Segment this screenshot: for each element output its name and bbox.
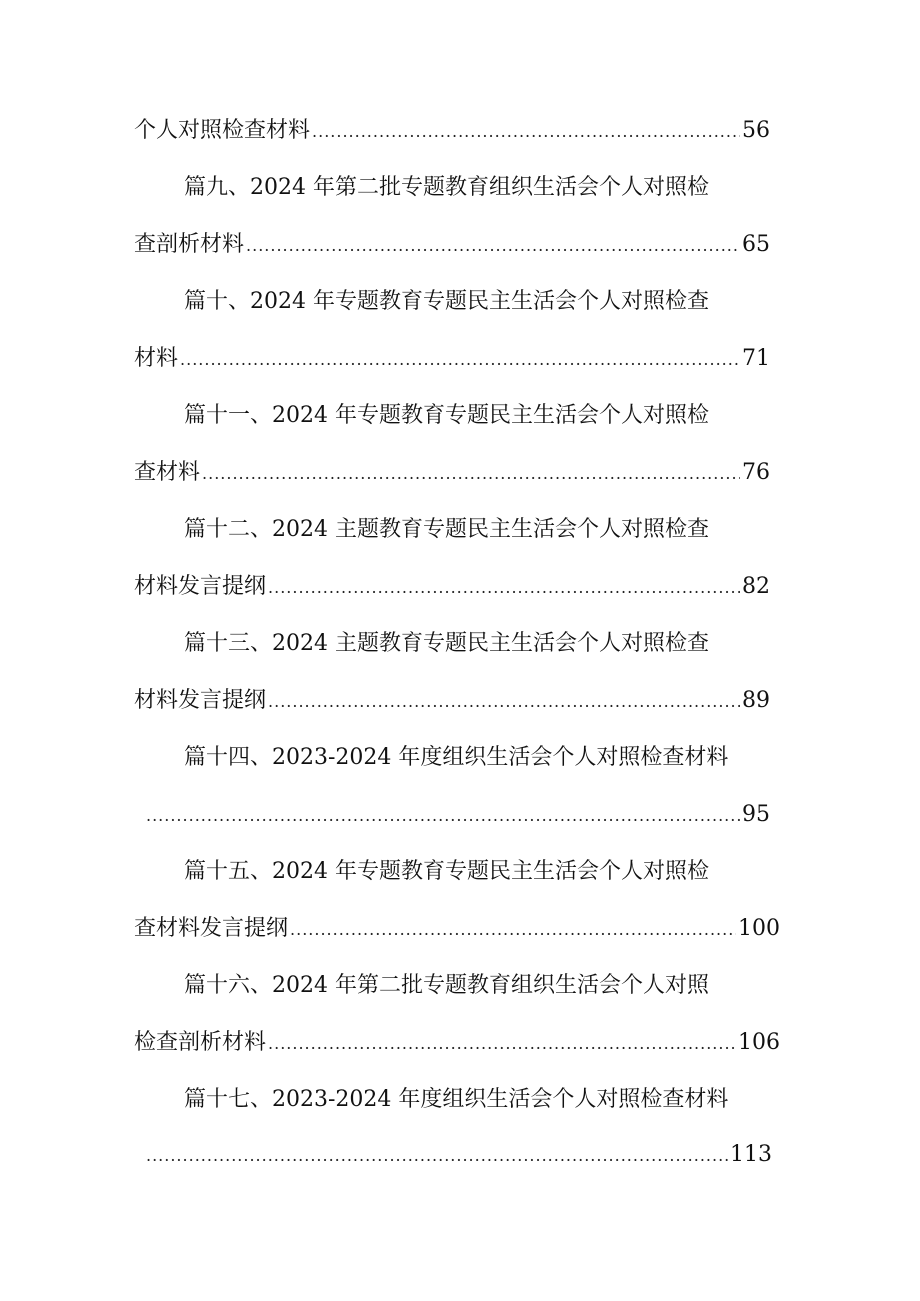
toc-page-number: 76 <box>742 460 770 485</box>
toc-page-number: 106 <box>738 1030 780 1055</box>
toc-page-number: 89 <box>742 688 770 713</box>
toc-entry-title[interactable]: 篇九、2024 年第二批专题教育组织生活会个人对照检 <box>184 175 709 200</box>
toc-leader-line[interactable] <box>134 228 770 262</box>
toc-page-number: 71 <box>742 346 770 371</box>
toc-entry-title[interactable]: 篇十六、2024 年第二批专题教育组织生活会个人对照 <box>184 973 709 998</box>
toc-leader-line[interactable] <box>134 1026 780 1060</box>
toc-entry-title-continued: 查剖析材料 <box>134 232 245 257</box>
toc-entry-title[interactable]: 篇十七、2023-2024 年度组织生活会个人对照检查材料 <box>184 1087 729 1112</box>
toc-leader-line[interactable] <box>134 456 770 490</box>
toc-entry-title[interactable]: 篇十一、2024 年专题教育专题民主生活会个人对照检 <box>184 403 709 428</box>
toc-page-number: 65 <box>742 232 770 257</box>
toc-leader-line[interactable] <box>144 798 770 832</box>
dot-leader <box>312 115 740 148</box>
dot-leader <box>202 457 740 490</box>
dot-leader <box>246 229 740 262</box>
dot-leader <box>268 1027 736 1060</box>
toc-entry-title-continued: 查材料 <box>134 460 201 485</box>
toc-entry-title-continued: 材料 <box>134 346 179 371</box>
toc-page-number: 113 <box>730 1142 772 1167</box>
toc-leader-line[interactable] <box>134 684 770 718</box>
toc-entry-title[interactable]: 篇十四、2023-2024 年度组织生活会个人对照检查材料 <box>184 745 729 770</box>
toc-page-number: 82 <box>742 574 770 599</box>
toc-leader-line[interactable] <box>134 912 780 946</box>
dot-leader <box>268 571 740 604</box>
dot-leader <box>146 799 740 832</box>
toc-entry-title[interactable]: 篇十二、2024 主题教育专题民主生活会个人对照检查 <box>184 517 709 542</box>
toc-page-number: 100 <box>738 916 780 941</box>
toc-leader-line[interactable] <box>134 570 770 604</box>
toc-leader-line[interactable] <box>134 342 770 376</box>
dot-leader <box>268 685 740 718</box>
toc-entry-title-continued: 个人对照检查材料 <box>134 118 311 143</box>
toc-entry-title-continued: 材料发言提纲 <box>134 688 267 713</box>
toc-page-number: 56 <box>742 118 770 143</box>
dot-leader <box>146 1139 728 1172</box>
toc-entry-title[interactable]: 篇十、2024 年专题教育专题民主生活会个人对照检查 <box>184 289 709 314</box>
toc-leader-line[interactable] <box>144 1138 772 1172</box>
dot-leader <box>180 343 740 376</box>
toc-entry-title-continued: 查材料发言提纲 <box>134 916 289 941</box>
toc-entry-title-continued: 材料发言提纲 <box>134 574 267 599</box>
toc-entry-title[interactable]: 篇十三、2024 主题教育专题民主生活会个人对照检查 <box>184 631 709 656</box>
toc-entry-title-continued: 检查剖析材料 <box>134 1030 267 1055</box>
toc-page-number: 95 <box>742 802 770 827</box>
toc-entry-title[interactable]: 篇十五、2024 年专题教育专题民主生活会个人对照检 <box>184 859 709 884</box>
toc-leader-line[interactable] <box>134 114 770 148</box>
dot-leader <box>290 913 736 946</box>
